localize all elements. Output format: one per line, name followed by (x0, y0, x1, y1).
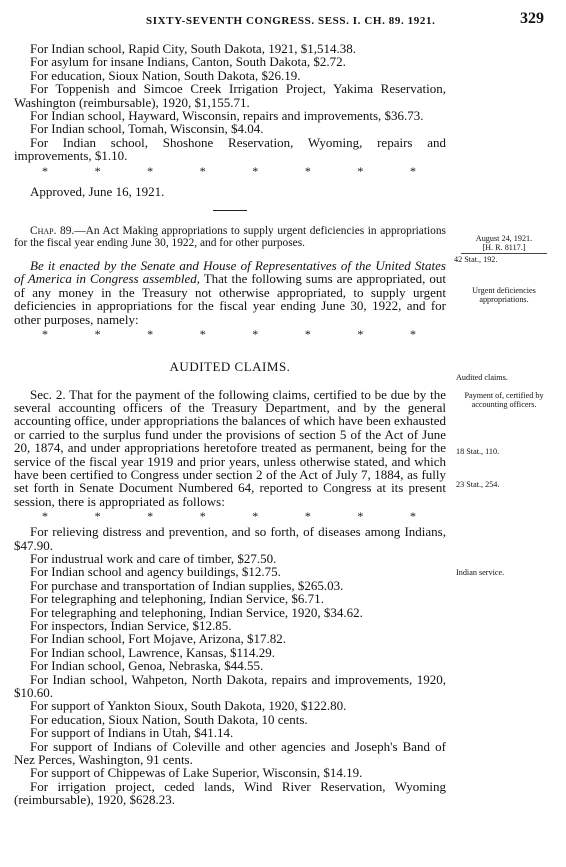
page-number: 329 (520, 10, 544, 27)
list-item: For Indian school, Lawrence, Kansas, $114.29. (30, 644, 276, 660)
approved-line: Approved, June 16, 1921. (30, 183, 165, 199)
margin-audited: Audited claims. (456, 373, 508, 382)
margin-date: August 24, 1921. [H. R. 8117.] 42 Stat., 192. (450, 234, 558, 264)
list-item: For education, Sioux Nation, South Dakota, 10 cents. (30, 711, 308, 727)
main-text-column (14, 42, 446, 807)
item-canton: For asylum for insane Indians, Canton, South Dakota, $2.72. (30, 54, 346, 70)
list-item: For irrigation project, ceded lands, Wind River Reservation, Wyoming (reimbursable), 1920, $628.23. (14, 778, 446, 808)
omission-stars: * * * * * * * * (42, 163, 416, 178)
enacting-clause: Be it enacted by the Senate and House of Representatives of the United States of America in Congress assembled, That the following sums are appropriated, out of any money in the Treasury not otherwise appropriated, to supply urgent deficiencies in appropriations for the fiscal year ending June 30, 1922, and for other purposes, namely: (14, 258, 446, 327)
item-sioux-education: For education, Sioux Nation, South Dakota, $26.19. (30, 67, 301, 83)
running-header (0, 10, 566, 32)
chapter-title: Chap. 89.—An Act Making appropriations to supply urgent deficiencies in appropriations for the fiscal year ending June 30, 1922, and for other purposes. (14, 225, 446, 250)
list-item: For purchase and transportation of Indian supplies, $265.03. (30, 577, 344, 593)
item-toppenish: For Toppenish and Simcoe Creek Irrigation Project, Yakima Reservation, Washington (reimbursable), 1920, $1,155.71. (14, 81, 446, 110)
list-item: For Indian school, Genoa, Nebraska, $44.55. (30, 658, 264, 674)
list-item: For Indian school, Wahpeton, North Dakota, repairs and improvements, 1920, $10.60. (14, 671, 446, 701)
list-item: For support of Indians of Coleville and other agencies and Joseph's Band of Nez Perces, Washington, 91 cents. (14, 738, 446, 768)
header-title: SIXTY-SEVENTH CONGRESS. SESS. I. CH. 89. 1921. (146, 15, 436, 27)
list-item: For industrual work and care of timber, $27.50. (30, 550, 277, 566)
section-2-text: Sec. 2. That for the payment of the following claims, certified to be due by the several accounting officers of the Treasury Department, and by the general accounting office, under appropriations the balances of which have been exhausted or carried to the surplus fund under the provisions of section 5 of the Act of June 20, 1874, and under appropriations heretofore treated as permanent, being for the service of the fiscal year 1919 and prior years, unless otherwise stated, and which have been certified to Congress under section 2 of the Act of July 7, 1884, as fully set forth in Senate Document Numbered 64, reported to Congress at its present session, there is appropriated as follows: (14, 386, 446, 509)
list-item: For Indian school and agency buildings, $12.75. (30, 564, 281, 580)
claims-list (14, 525, 446, 807)
list-item: For support of Indians in Utah, $41.14. (30, 725, 234, 741)
list-item: For support of Chippewas of Lake Superior, Wisconsin, $14.19. (30, 765, 363, 781)
list-item: For Indian school, Fort Mojave, Arizona, $17.82. (30, 631, 286, 647)
omission-stars: * * * * * * * * (42, 327, 416, 342)
list-item: For relieving distress and prevention, and so forth, of diseases among Indians, $47.90. (14, 524, 446, 553)
margin-indian-service: Indian service. (456, 568, 505, 577)
margin-urgent: Urgent deficiencies appropriations. (472, 286, 536, 304)
list-item: For telegraphing and telephoning, Indian Service, $6.71. (30, 591, 324, 607)
item-shoshone: For Indian school, Shoshone Reservation, Wyoming, repairs and improvements, $1.10. (14, 134, 446, 164)
list-item: For support of Yankton Sioux, South Dakota, 1920, $122.80. (30, 698, 347, 714)
item-rapid-city: For Indian school, Rapid City, South Dakota, 1921, $1,514.38. (30, 41, 356, 56)
section-divider (213, 210, 247, 211)
margin-stat-110: 18 Stat., 110. (456, 447, 500, 456)
margin-payment: Payment of, certified by accounting officers. (464, 391, 544, 409)
margin-rule (461, 253, 547, 254)
section-heading: AUDITED CLAIMS. (169, 359, 291, 375)
item-hayward: For Indian school, Hayward, Wisconsin, repairs and improvements, $36.73. (30, 108, 424, 124)
omission-stars: * * * * * * * * (42, 509, 416, 524)
item-tomah: For Indian school, Tomah, Wisconsin, $4.04. (30, 121, 264, 137)
list-item: For telegraphing and telephoning, Indian Service, 1920, $34.62. (30, 604, 363, 620)
list-item: For inspectors, Indian Service, $12.85. (30, 618, 232, 633)
margin-stat-254: 23 Stat., 254. (456, 480, 500, 489)
